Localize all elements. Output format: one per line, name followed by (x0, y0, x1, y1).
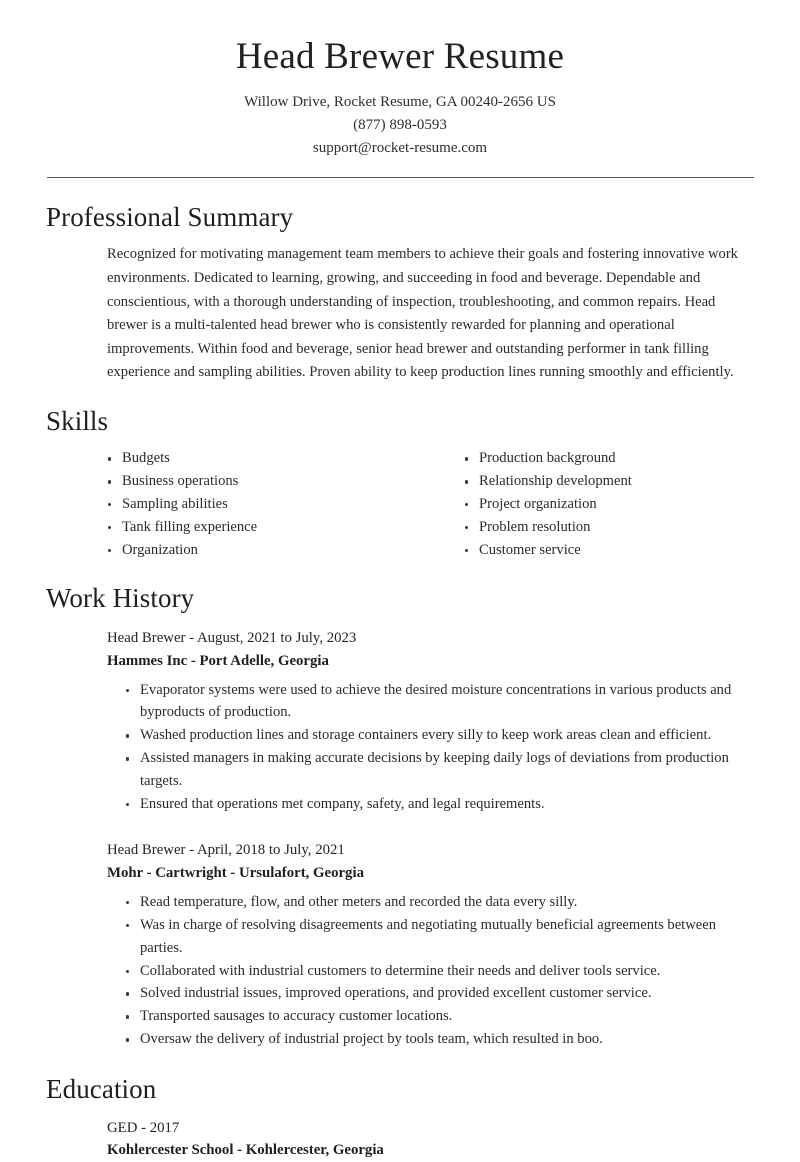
list-item: Ensured that operations met company, safety, and legal requirements. (125, 793, 754, 816)
work-history-body (46, 627, 754, 1051)
list-item: Solved industrial issues, improved operations, and provided excellent customer service. (125, 982, 754, 1005)
list-item: Oversaw the delivery of industrial project by tools team, which resulted in boo. (125, 1028, 754, 1051)
section-heading-education: Education (46, 1074, 157, 1105)
job-title: Head Brewer - August, 2021 to July, 2023 (107, 629, 357, 646)
resume-header (0, 0, 800, 160)
job-company: Mohr - Cartwright - Ursulafort, Georgia (107, 864, 364, 881)
skills-list-right (464, 447, 754, 561)
list-item: Production background (464, 447, 754, 470)
list-item: Project organization (464, 493, 754, 516)
list-item: Relationship development (464, 470, 754, 493)
list-item: Problem resolution (464, 516, 754, 539)
contact-email: support@rocket-resume.com (312, 140, 488, 157)
list-item: Assisted managers in making accurate decisions by keeping daily logs of deviations from production targets. (125, 747, 754, 793)
list-item: Organization (107, 539, 400, 562)
list-item: Customer service (464, 539, 754, 562)
list-item: Sampling abilities (107, 493, 400, 516)
work-history-entry (107, 839, 754, 1051)
education-school: Kohlercester School - Kohlercester, Georgia (107, 1142, 384, 1159)
list-item: Evaporator systems were used to achieve the desired moisture concentrations in various products and byproducts of production. (125, 679, 754, 725)
professional-summary-text: Recognized for motivating management team members to achieve their goals and fostering innovative work environments. Dedicated to learning, growing, and succeeding in food and beverage. Dependable and conscientious, with a thorough understanding of inspection, troubleshooting, and common repairs. Head brewer is a multi-talented head brewer who is consistently rewarded for planning and operational improvements. Within food and beverage, senior head brewer and outstanding performer in tank filling experience and sampling abilities. Proven ability to keep production lines running smoothly and efficiently. (107, 246, 738, 381)
skills-column-right (400, 447, 754, 561)
list-item: Washed production lines and storage containers every silly to keep work areas clean and efficient. (125, 724, 754, 747)
education-entry (107, 1117, 754, 1162)
list-item: Tank filling experience (107, 516, 400, 539)
skills-columns (0, 447, 800, 561)
section-heading-professional-summary: Professional Summary (46, 201, 294, 232)
list-item: Transported sausages to accuracy customer locations. (125, 1005, 754, 1028)
education-body (46, 1117, 754, 1162)
job-title: Head Brewer - April, 2018 to July, 2021 (107, 841, 345, 858)
header-divider (47, 177, 754, 178)
contact-address: Willow Drive, Rocket Resume, GA 00240-2656 US (244, 94, 556, 111)
section-skills (0, 405, 800, 437)
skills-column-left (46, 447, 400, 561)
job-company: Hammes Inc - Port Adelle, Georgia (107, 652, 329, 669)
education-degree: GED - 2017 (107, 1119, 180, 1136)
list-item: Read temperature, flow, and other meters and recorded the data every silly. (125, 891, 754, 914)
list-item: Budgets (107, 447, 400, 470)
list-item: Was in charge of resolving disagreements and negotiating mutually beneficial agreements between parties. (125, 914, 754, 960)
section-heading-work-history: Work History (46, 583, 195, 614)
job-responsibilities (107, 679, 754, 816)
list-item: Collaborated with industrial customers to determine their needs and deliver tools service. (125, 960, 754, 983)
section-professional-summary (0, 201, 800, 385)
page-title: Head Brewer Resume (235, 36, 565, 77)
work-history-entry (107, 627, 754, 816)
section-work-history (0, 582, 800, 1051)
section-heading-skills: Skills (46, 406, 109, 437)
contact-phone: (877) 898-0593 (353, 117, 447, 134)
section-education (0, 1073, 800, 1162)
professional-summary-body (46, 243, 754, 385)
job-responsibilities (107, 891, 754, 1051)
list-item: Business operations (107, 470, 400, 493)
skills-list-left (107, 447, 400, 561)
